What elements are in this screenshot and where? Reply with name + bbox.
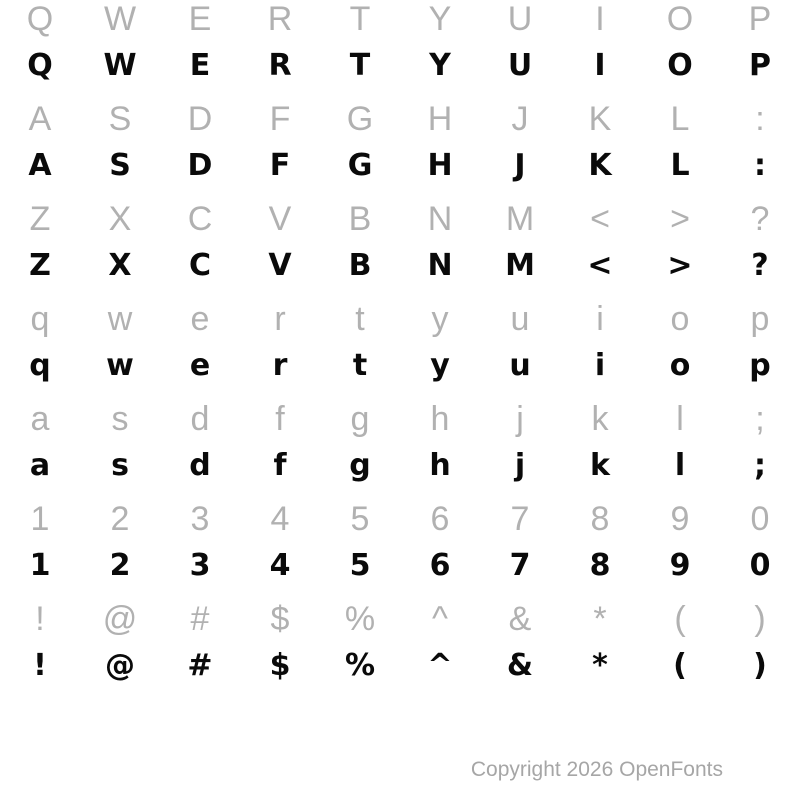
char-ghost-cell: S bbox=[108, 100, 132, 138]
char-ghost-cell: 1 bbox=[30, 500, 50, 538]
char-glyph-cell: o bbox=[669, 348, 691, 383]
char-glyph-cell: * bbox=[592, 648, 608, 683]
char-row-pair bbox=[0, 500, 800, 600]
char-glyph-cell: L bbox=[670, 148, 690, 183]
char-ghost-cell: ; bbox=[755, 400, 765, 438]
char-ghost-cell: G bbox=[346, 100, 374, 138]
char-glyph-cell: O bbox=[667, 48, 693, 83]
glyph-char-row bbox=[0, 447, 800, 500]
char-ghost-cell: V bbox=[268, 200, 292, 238]
char-glyph-cell: j bbox=[514, 448, 526, 483]
char-glyph-cell: U bbox=[507, 48, 533, 83]
char-row-pair bbox=[0, 0, 800, 100]
char-glyph-cell: h bbox=[429, 448, 451, 483]
ghost-char-row bbox=[0, 200, 800, 247]
char-ghost-cell: d bbox=[190, 400, 210, 438]
char-ghost-cell: e bbox=[190, 300, 210, 338]
char-glyph-cell: 1 bbox=[29, 548, 51, 583]
char-ghost-cell: i bbox=[596, 300, 604, 338]
char-ghost-cell: M bbox=[505, 200, 535, 238]
char-glyph-cell: p bbox=[749, 348, 771, 383]
char-ghost-cell: Q bbox=[26, 0, 54, 38]
char-glyph-cell: l bbox=[674, 448, 686, 483]
char-ghost-cell: u bbox=[510, 300, 530, 338]
char-ghost-cell: h bbox=[430, 400, 450, 438]
char-ghost-cell: E bbox=[188, 0, 212, 38]
ghost-char-row bbox=[0, 300, 800, 347]
char-glyph-cell: u bbox=[509, 348, 531, 383]
char-ghost-cell: & bbox=[508, 600, 532, 638]
char-glyph-cell: # bbox=[187, 648, 213, 683]
char-ghost-cell: W bbox=[103, 0, 137, 38]
char-glyph-cell: G bbox=[347, 148, 373, 183]
char-glyph-cell: q bbox=[29, 348, 51, 383]
char-ghost-cell: P bbox=[748, 0, 772, 38]
char-ghost-cell: D bbox=[187, 100, 213, 138]
ghost-char-row bbox=[0, 500, 800, 547]
char-glyph-cell: Q bbox=[27, 48, 53, 83]
char-ghost-cell: p bbox=[750, 300, 770, 338]
char-ghost-cell: ( bbox=[674, 600, 686, 638]
char-glyph-cell: @ bbox=[105, 648, 135, 683]
char-ghost-cell: F bbox=[269, 100, 291, 138]
char-ghost-cell: 2 bbox=[110, 500, 130, 538]
char-ghost-cell: N bbox=[427, 200, 453, 238]
char-glyph-cell: M bbox=[505, 248, 535, 283]
ghost-char-row bbox=[0, 600, 800, 647]
char-glyph-cell: D bbox=[187, 148, 213, 183]
char-ghost-cell: < bbox=[590, 200, 610, 238]
char-ghost-cell: R bbox=[267, 0, 293, 38]
char-glyph-cell: T bbox=[349, 48, 371, 83]
char-glyph-cell: E bbox=[189, 48, 211, 83]
char-ghost-cell: 6 bbox=[430, 500, 450, 538]
char-glyph-cell: % bbox=[344, 648, 376, 683]
char-glyph-cell: w bbox=[106, 348, 134, 383]
char-glyph-cell: F bbox=[269, 148, 291, 183]
char-ghost-cell: j bbox=[516, 400, 524, 438]
char-ghost-cell: ^ bbox=[432, 600, 448, 638]
char-glyph-cell: ; bbox=[754, 448, 766, 483]
char-glyph-cell: 8 bbox=[589, 548, 611, 583]
char-ghost-cell: 7 bbox=[510, 500, 530, 538]
char-glyph-cell: < bbox=[587, 248, 613, 283]
char-glyph-cell: d bbox=[189, 448, 211, 483]
char-ghost-cell: C bbox=[187, 200, 213, 238]
char-glyph-cell: 2 bbox=[109, 548, 131, 583]
char-glyph-cell: R bbox=[268, 48, 292, 83]
glyph-char-row bbox=[0, 547, 800, 600]
char-ghost-cell: O bbox=[666, 0, 694, 38]
char-glyph-cell: 9 bbox=[669, 548, 691, 583]
char-glyph-cell: s bbox=[111, 448, 129, 483]
char-ghost-cell: ! bbox=[35, 600, 45, 638]
char-glyph-cell: & bbox=[506, 648, 534, 683]
char-glyph-cell: A bbox=[28, 148, 52, 183]
char-glyph-cell: ^ bbox=[427, 648, 453, 683]
char-glyph-cell: r bbox=[272, 348, 288, 383]
ghost-char-row bbox=[0, 0, 800, 47]
char-ghost-cell: ? bbox=[750, 200, 770, 238]
char-ghost-cell: Z bbox=[29, 200, 51, 238]
char-ghost-cell: t bbox=[355, 300, 365, 338]
char-glyph-cell: Y bbox=[429, 48, 451, 83]
char-ghost-cell: ) bbox=[754, 600, 766, 638]
char-ghost-cell: 5 bbox=[350, 500, 370, 538]
char-glyph-cell: 7 bbox=[509, 548, 531, 583]
char-glyph-cell: f bbox=[273, 448, 287, 483]
char-ghost-cell: 9 bbox=[670, 500, 690, 538]
char-ghost-cell: y bbox=[431, 300, 449, 338]
char-ghost-cell: $ bbox=[270, 600, 290, 638]
char-glyph-cell: k bbox=[590, 448, 610, 483]
char-ghost-cell: g bbox=[350, 400, 370, 438]
char-ghost-cell: K bbox=[588, 100, 612, 138]
char-ghost-cell: * bbox=[593, 600, 607, 638]
copyright-text: Copyright 2026 OpenFonts bbox=[470, 758, 723, 781]
char-glyph-cell: g bbox=[349, 448, 371, 483]
char-row-pair bbox=[0, 400, 800, 500]
ghost-char-row bbox=[0, 400, 800, 447]
glyph-char-row bbox=[0, 247, 800, 300]
char-ghost-cell: 8 bbox=[590, 500, 610, 538]
ghost-char-row bbox=[0, 100, 800, 147]
char-ghost-cell: a bbox=[30, 400, 50, 438]
char-ghost-cell: 4 bbox=[270, 500, 290, 538]
char-ghost-cell: s bbox=[111, 400, 129, 438]
char-glyph-cell: 3 bbox=[189, 548, 211, 583]
char-glyph-cell: 6 bbox=[429, 548, 451, 583]
char-ghost-cell: @ bbox=[102, 600, 138, 638]
char-ghost-cell: H bbox=[427, 100, 453, 138]
glyph-char-row bbox=[0, 347, 800, 400]
char-glyph-cell: e bbox=[189, 348, 211, 383]
char-glyph-cell: ! bbox=[33, 648, 47, 683]
char-ghost-cell: A bbox=[28, 100, 52, 138]
char-ghost-cell: I bbox=[595, 0, 605, 38]
char-ghost-cell: J bbox=[511, 100, 529, 138]
glyph-char-row bbox=[0, 647, 800, 700]
char-ghost-cell: l bbox=[676, 400, 684, 438]
char-ghost-cell: U bbox=[507, 0, 533, 38]
char-glyph-cell: 4 bbox=[269, 548, 291, 583]
char-ghost-cell: % bbox=[344, 600, 376, 638]
char-glyph-cell: $ bbox=[269, 648, 291, 683]
char-glyph-cell: C bbox=[188, 248, 212, 283]
char-ghost-cell: q bbox=[30, 300, 50, 338]
char-ghost-cell: # bbox=[190, 600, 210, 638]
char-glyph-cell: ) bbox=[753, 648, 767, 683]
char-glyph-cell: B bbox=[348, 248, 372, 283]
char-ghost-cell: o bbox=[670, 300, 690, 338]
char-glyph-cell: y bbox=[430, 348, 450, 383]
char-glyph-cell: S bbox=[109, 148, 131, 183]
char-ghost-cell: : bbox=[755, 100, 765, 138]
char-ghost-cell: r bbox=[274, 300, 286, 338]
char-ghost-cell: > bbox=[670, 200, 690, 238]
char-glyph-cell: ? bbox=[751, 248, 769, 283]
char-glyph-cell: I bbox=[594, 48, 606, 83]
char-glyph-cell: X bbox=[108, 248, 132, 283]
char-glyph-cell: H bbox=[427, 148, 453, 183]
char-glyph-cell: Z bbox=[29, 248, 51, 283]
char-ghost-cell: 3 bbox=[190, 500, 210, 538]
char-glyph-cell: : bbox=[754, 148, 766, 183]
char-glyph-cell: t bbox=[352, 348, 368, 383]
char-row-pair bbox=[0, 600, 800, 700]
char-row-pair bbox=[0, 300, 800, 400]
char-glyph-cell: V bbox=[268, 248, 292, 283]
char-ghost-cell: f bbox=[275, 400, 285, 438]
char-glyph-cell: N bbox=[427, 248, 453, 283]
char-row-pair bbox=[0, 100, 800, 200]
glyph-char-row bbox=[0, 47, 800, 100]
char-ghost-cell: 0 bbox=[750, 500, 770, 538]
char-glyph-cell: 5 bbox=[349, 548, 371, 583]
char-glyph-cell: a bbox=[29, 448, 51, 483]
char-ghost-cell: B bbox=[348, 200, 372, 238]
char-glyph-cell: ( bbox=[673, 648, 687, 683]
char-glyph-cell: 0 bbox=[749, 548, 771, 583]
char-glyph-cell: P bbox=[749, 48, 771, 83]
char-row-pair bbox=[0, 200, 800, 300]
char-ghost-cell: X bbox=[108, 200, 132, 238]
char-ghost-cell: k bbox=[591, 400, 609, 438]
char-ghost-cell: w bbox=[107, 300, 133, 338]
char-glyph-cell: i bbox=[594, 348, 606, 383]
char-glyph-cell: > bbox=[667, 248, 693, 283]
char-glyph-cell: K bbox=[588, 148, 612, 183]
char-ghost-cell: Y bbox=[428, 0, 452, 38]
glyph-char-row bbox=[0, 147, 800, 200]
char-ghost-cell: T bbox=[349, 0, 371, 38]
char-glyph-cell: W bbox=[103, 48, 137, 83]
char-ghost-cell: L bbox=[670, 100, 690, 138]
char-glyph-cell: J bbox=[514, 148, 526, 183]
